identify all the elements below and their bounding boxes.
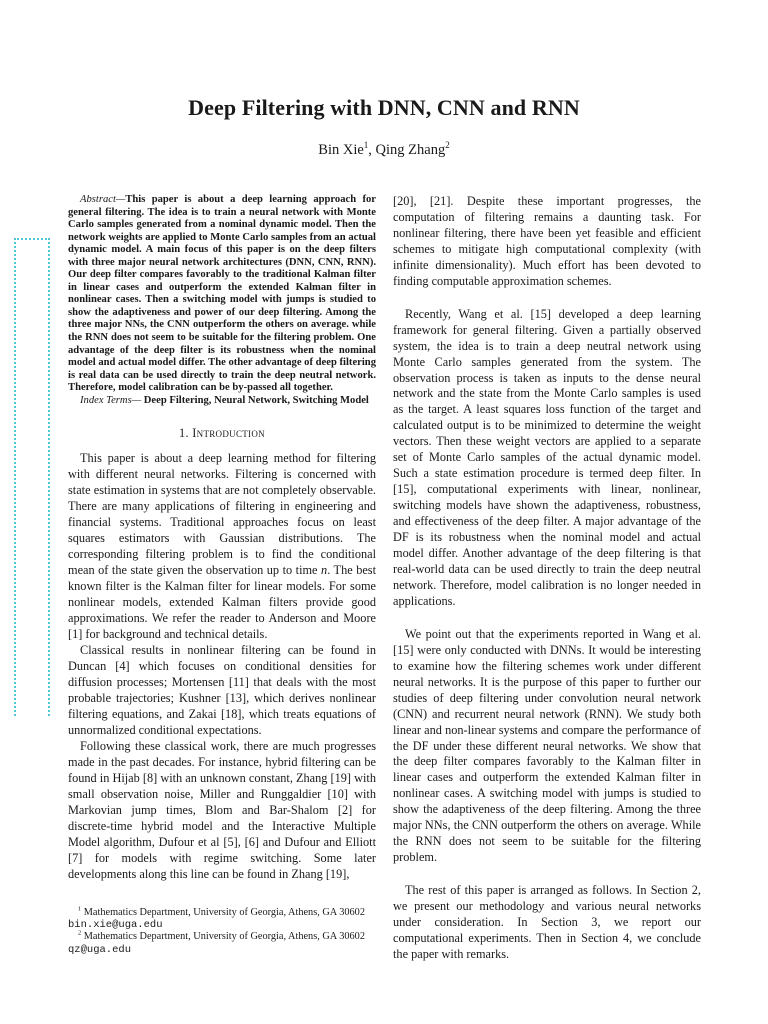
right-paragraph-1: [20], [21]. Despite these important progresses, the computation of filtering remains a daunting task. For nonlinear filtering, there have been yet feasible and efficient schemes to mitigate high computational complexity (with infinite dimensionality). Much effort has been devoted to finding computable approximation schemes.: [393, 194, 701, 288]
intro-paragraph-1: [68, 450, 376, 642]
left-column: [68, 194, 376, 882]
right-paragraph-3: We point out that the experiments reported in Wang et al. [15] were only conducted with DNNs. It would be interesting to examine how the filtering schemes work under different neural networks. It is the purpose of this paper to further our studies of deep filtering under convolution neural network (CNN) and recurrent neural network (RNN). We study both linear and non-linear systems and compare the performance of the DF under these different neural networks. We show that the deep filter compares favorably to the Kalman filter in linear cases and outperform the extended Kalman filter in nonlinear cases. A switching model with jumps is studied to show the adaptiveness of the deep filtering. Among the three major NNs, the CNN outperform the others on average. While the RNN does not seem to be suitable for the filtering problem.: [393, 626, 701, 865]
footnote-1: [68, 907, 378, 919]
footnotes: [68, 907, 378, 956]
author-separator: ,: [368, 142, 376, 158]
section-number: 1.: [179, 426, 193, 441]
intro-paragraph-1-text-a: This paper is about a deep learning method for filtering with different neural networks. Filtering is concerned with state estimation in systems that are not completely observable. There are many applications of filtering in engineering and financial systems. Traditional approaches focus on least squares estimators with Gaussian distributions. The corresponding filtering problem is to find the conditional mean of the state given the observation up to time: [68, 451, 376, 578]
abstract: [68, 194, 376, 395]
section-title: Introduction: [192, 426, 265, 441]
margin-dotted-marker: [14, 238, 50, 716]
section-heading-introduction: [68, 425, 376, 441]
author-line: [0, 142, 768, 159]
footnote-1-text: Mathematics Department, University of Georgia, Athens, GA 30602: [81, 907, 365, 918]
index-terms-label: Index Terms—: [80, 394, 142, 406]
footnote-2-email: qz@uga.edu: [68, 943, 132, 956]
footnote-2-text: Mathematics Department, University of Georgia, Athens, GA 30602: [81, 931, 365, 943]
author-2: Qing Zhang: [375, 142, 446, 158]
footnote-1-mark: 1: [78, 905, 82, 913]
index-terms: [68, 395, 376, 408]
footnote-1-email: bin.xie@uga.edu: [68, 919, 163, 932]
footnote-2: [68, 931, 378, 943]
intro-paragraph-2: Classical results in nonlinear filtering can be found in Duncan [4] which focuses on conditional densities for diffusion processes; Mortensen [11] that deals with the most probable trajectories; Kushner [13], which derives nonlinear filtering equations, and Zakai [18], which treats equations of unnormalized conditional expectations.: [68, 643, 376, 738]
intro-paragraph-3: Following these classical work, there are much progresses made in the past decades. For instance, hybrid filtering can be found in Hijab [8] with an unknown constant, Zhang [19] with small observation noise, Miller and Runggaldier [10] with Markovian jump times, Blom and Bar-Shalom [2] for discrete-time hybrid model and the Interactive Multiple Model algorithm, Dufour et al [5], [6] and Dufour and Elliott [7] for models with regime switching. Some later developments along this line can be found in Zhang [19],: [68, 739, 376, 882]
right-paragraph-2: Recently, Wang et al. [15] developed a deep learning framework for general filtering. Given a partially observed system, the idea is to train a deep neutral network using Monte Carlo samples generated from the system. The observation process is taken as inputs to the dense neural network and the state from the Monte Carlo samples is used as the target. A least squares loss function of the target and calculated output is to be minimized to determine the weight vectors. Then these weight vectors are applied to a separate set of Monte Carlo samples of the actual dynamic model. Such a state estimation procedure is termed deep filter. In [15], computational experiments with linear, nonlinear, switching models have shown the adaptiveness, robustness, and effectiveness of the deep filter. A major advantage of the DF is its robustness when the nominal model and actual model differ. Another advantage of the deep filtering is that real-world data can be used directly to train the deep neutral network. Therefore, model calibration is no longer needed in applications.: [393, 306, 701, 608]
right-column: [393, 194, 701, 980]
index-terms-text: Deep Filtering, Neural Network, Switching Model: [141, 394, 369, 406]
paper-title: Deep Filtering with DNN, CNN and RNN: [188, 95, 580, 120]
footnote-2-mark: 2: [78, 929, 82, 937]
abstract-label: Abstract—: [80, 194, 126, 205]
math-variable-n: n: [321, 563, 328, 578]
author-1-mark: 1: [363, 140, 369, 151]
author-1: Bin Xie: [318, 142, 364, 158]
abstract-text: This paper is about a deep learning approach for general filtering. The idea is to train a neural network with Monte Carlo samples generated from a nominal dynamic model. Then the network weights are applied to Monte Carlo samples from an actual dynamic model. A main focus of this paper is on the deep filters with three major neural network architectures (DNN, CNN, RNN). Our deep filter compares favorably to the traditional Kalman filter in linear cases and outperform the extended Kalman filter in nonlinear cases. Then a switching model with jumps is studied to show the adaptiveness and power of our deep filtering. Among the three major NNs, the CNN outperform the others on average. while the RNN does not seem to be suitable for the filtering problem. One advantage of the deep filter is its robustness when the nominal model and actual model differ. The other advantage of deep filtering is real data can be used directly to train the deep neutral network. Therefore, model calibration can be by-passed all together.: [68, 194, 376, 394]
right-paragraph-4: The rest of this paper is arranged as follows. In Section 2, we present our methodology and various neural networks under consideration. In Section 3, we report our computational experiments. Then in Section 4, we conclude the paper with remarks.: [393, 883, 701, 961]
intro-paragraph-1-text-b: . The best known filter is the Kalman filter for linear models. For some nonlinear models, extended Kalman filters provide good approximations. We refer the reader to Anderson and Moore [1] for background and technical details.: [68, 563, 376, 642]
author-2-mark: 2: [445, 140, 450, 151]
